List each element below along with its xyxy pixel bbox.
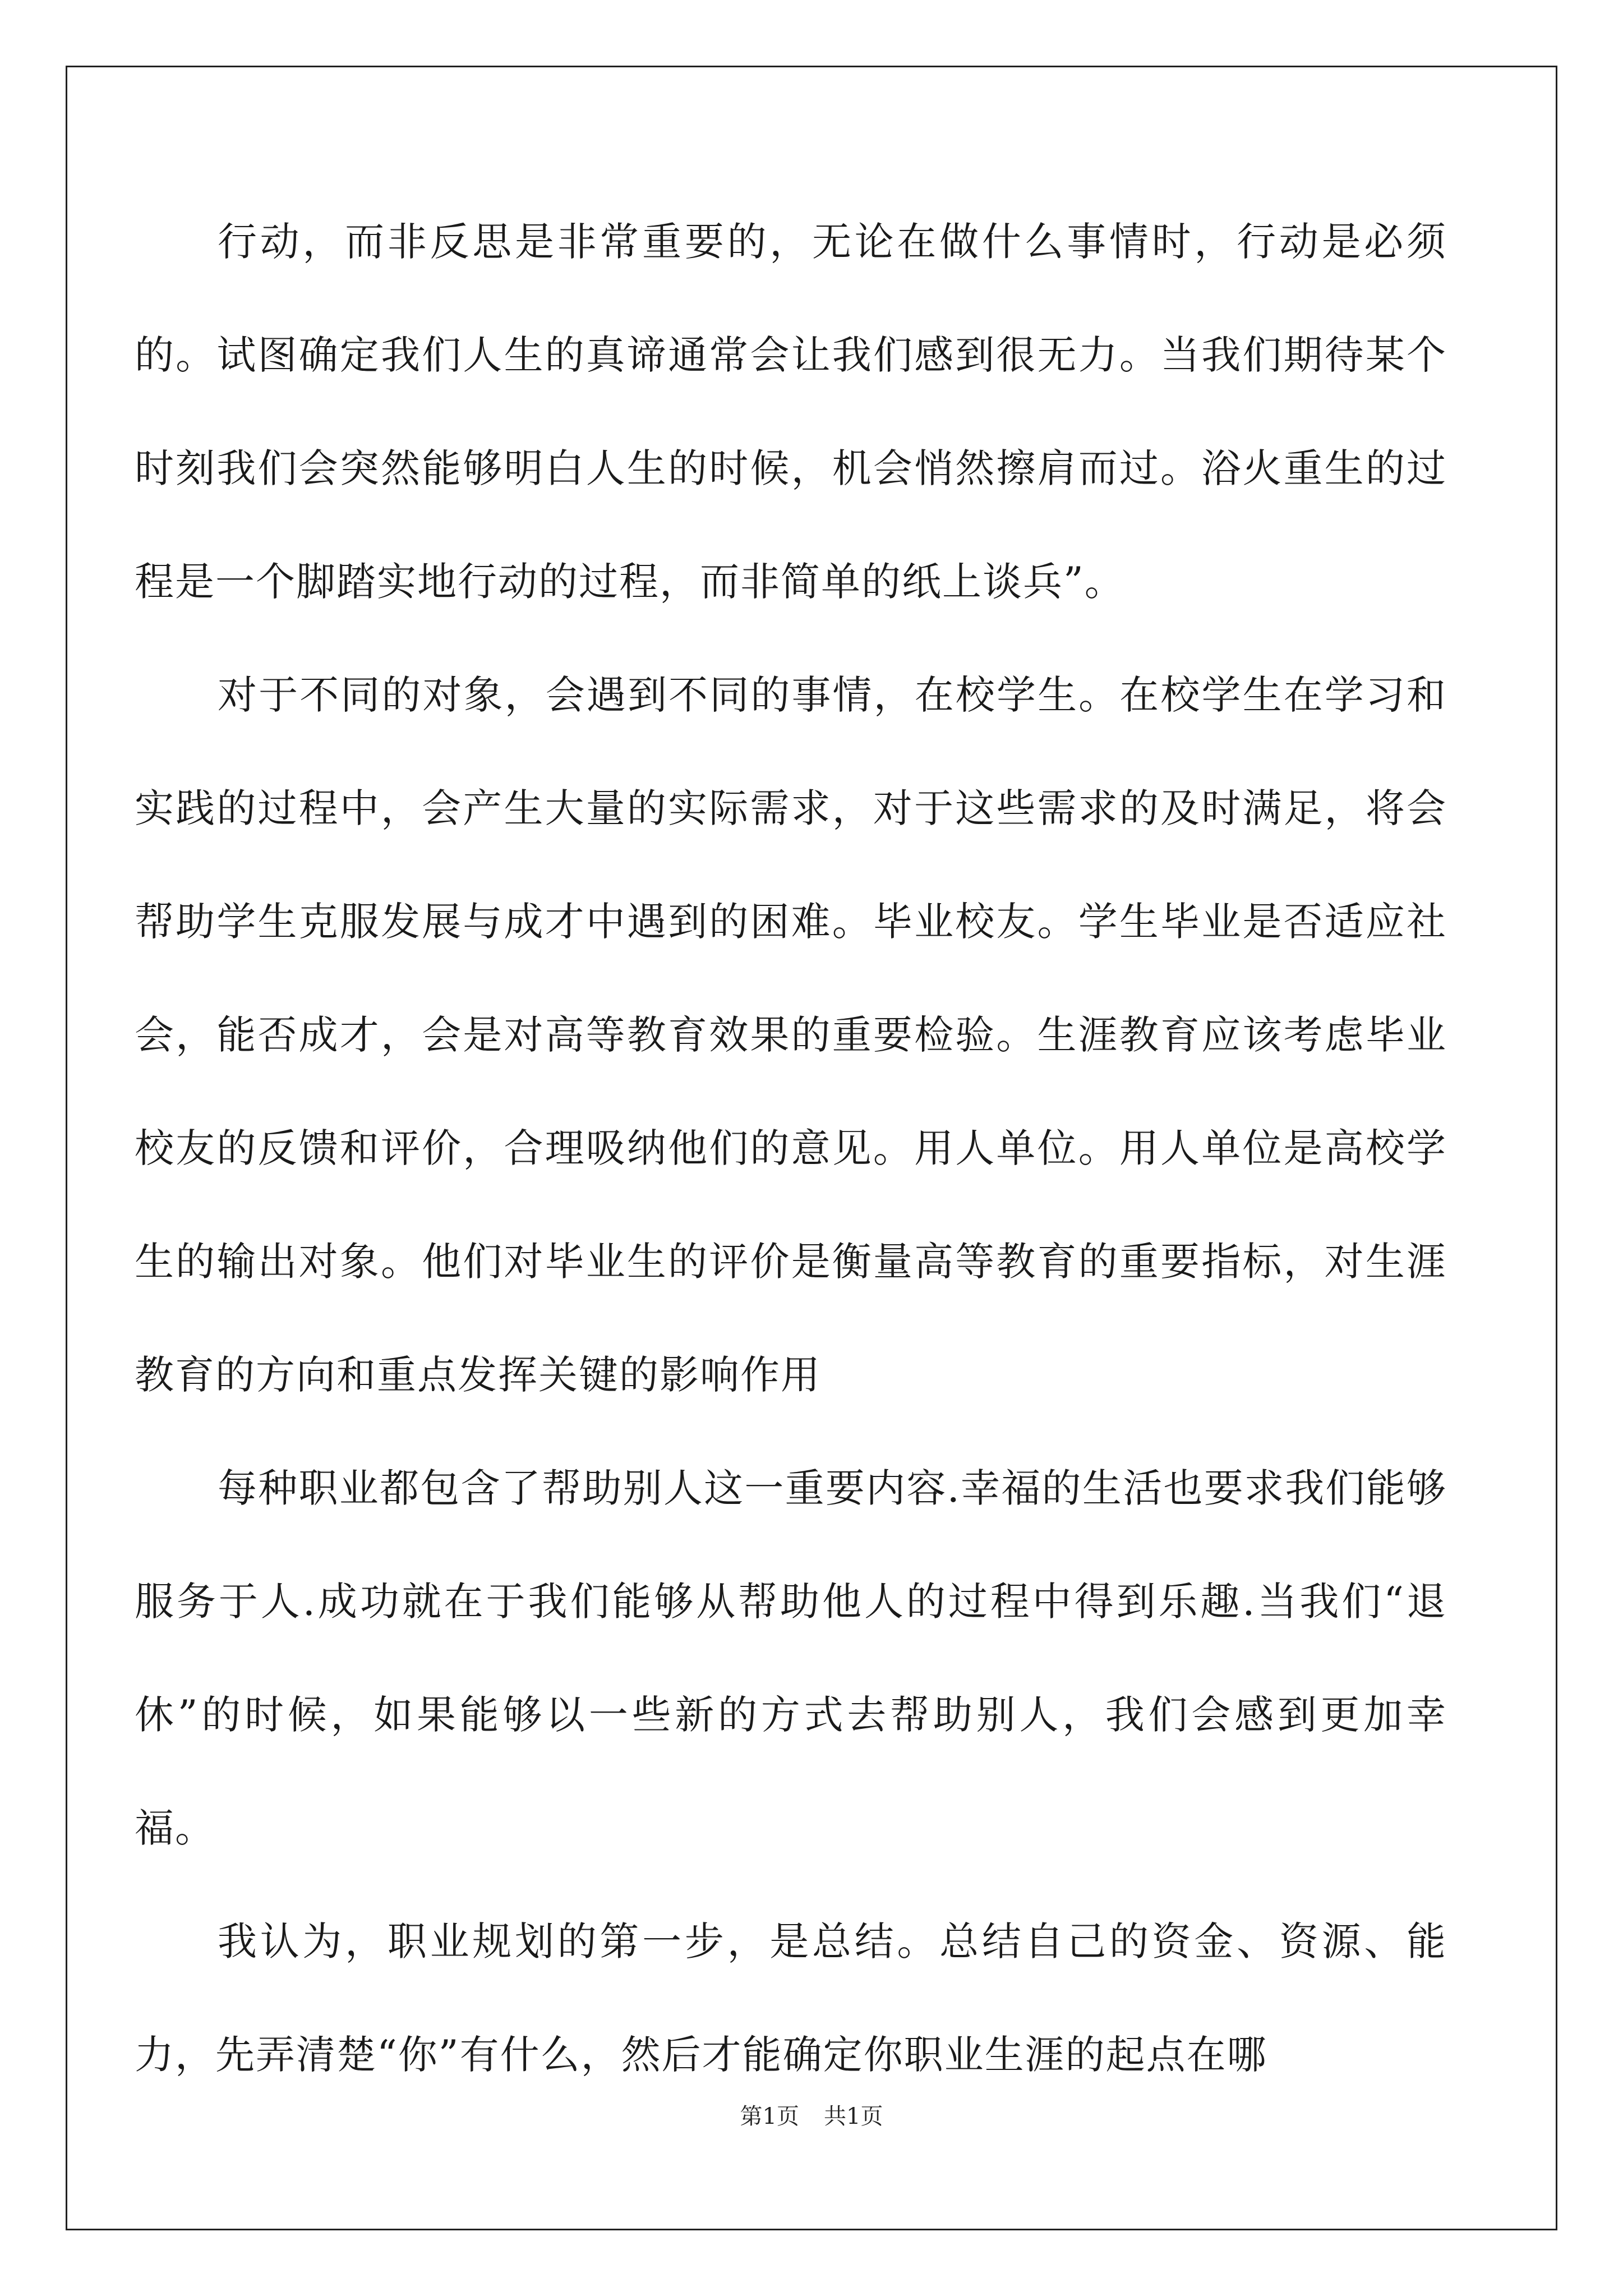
- page-total: 共1页: [824, 2104, 883, 2129]
- page-number: 第1页: [740, 2104, 799, 2129]
- paragraph-action: 行动，而非反思是非常重要的，无论在做什么事情时，行动是必须的。试图确定我们人生的真谛通常会让我们感到很无力。当我们期待某个时刻我们会突然能够明白人生的时候，机会悄然擦肩而过。浴火重生的过程是一个脚踏实地行动的过程，而非简单的纸上谈兵”。: [135, 219, 1447, 605]
- paragraph-helping-others: 每种职业都包含了帮助别人这一重要内容.幸福的生活也要求我们能够服务于人.成功就在于我们能够从帮助他人的过程中得到乐趣.当我们“退休”的时候，如果能够以一些新的方式去帮助别人，我们会感到更加幸福。: [135, 1465, 1447, 1851]
- paragraph-career-planning: 我认为，职业规划的第一步，是总结。总结自己的资金、资源、能力，先弄清楚“你”有什么，然后才能确定你职业生涯的起点在哪: [135, 1918, 1447, 2078]
- page-footer: [0, 2102, 1623, 2131]
- document-body: [135, 185, 1447, 2111]
- paragraph-stakeholders: 对于不同的对象，会遇到不同的事情，在校学生。在校学生在学习和实践的过程中，会产生大量的实际需求，对于这些需求的及时满足，将会帮助学生克服发展与成才中遇到的困难。毕业校友。学生毕业是否适应社会，能否成才，会是对高等教育效果的重要检验。生涯教育应该考虑毕业校友的反馈和评价，合理吸纳他们的意见。用人单位。用人单位是高校学生的输出对象。他们对毕业生的评价是衡量高等教育的重要指标，对生涯教育的方向和重点发挥关键的影响作用: [135, 672, 1447, 1398]
